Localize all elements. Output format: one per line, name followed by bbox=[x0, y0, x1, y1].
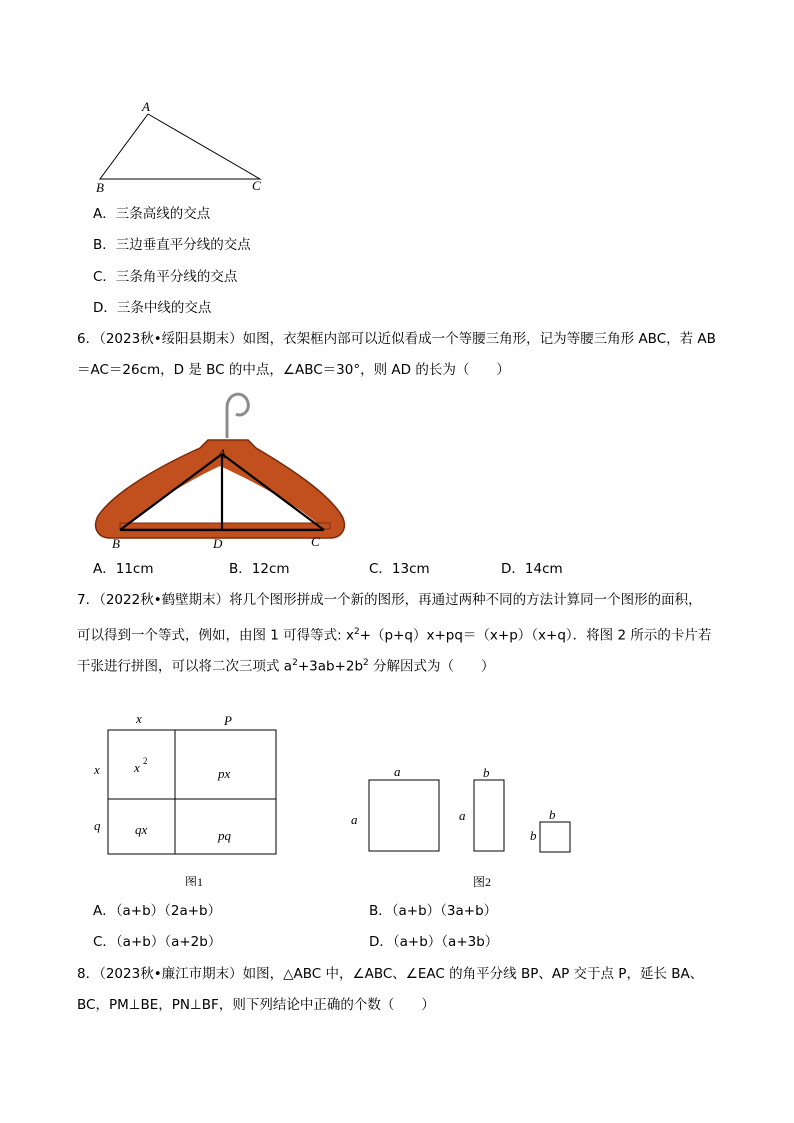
coat-hanger-figure bbox=[90, 388, 360, 553]
label-c: C bbox=[252, 178, 261, 193]
q7-stem-line2: 可以得到一个等式，例如，由图 1 可得等式: $x^2+(p+q)x+pq=(x+p)(x+q)$．将图 2 所示的卡片若 bbox=[77, 627, 712, 644]
q8-stem-line2: BC，PM⊥BE，PN⊥BF，则下列结论中正确的个数（ ） bbox=[77, 997, 435, 1013]
triangle-abc-figure bbox=[88, 96, 278, 196]
fig1-left-q: q bbox=[94, 818, 101, 833]
q5-option-a: A．三条高线的交点 bbox=[93, 206, 211, 222]
q7-stem-line1: 7．（2022秋•鹤壁期末）将几个图形拼成一个新的图形，再通过两种不同的方法计算同一个图形的面积， bbox=[77, 592, 702, 608]
q8-stem-line1: 8．（2023秋•廉江市期末）如图，△ABC 中，∠ABC、∠EAC 的角平分线 BP、AP 交于点 P，延长 BA、 bbox=[77, 966, 704, 982]
q5-option-b: B．三边垂直平分线的交点 bbox=[93, 237, 251, 253]
q6-option-d: D．14cm bbox=[501, 561, 563, 577]
fig1-top-p: P bbox=[224, 713, 232, 728]
fig2-rect-top: b bbox=[483, 765, 490, 780]
q7-option-b: B．（a+b）（3a+b） bbox=[369, 903, 498, 919]
q5-option-d: D．三条中线的交点 bbox=[93, 300, 212, 316]
q6-option-c: C．13cm bbox=[369, 561, 430, 577]
fig1-cell-x2-sup: 2 bbox=[143, 756, 148, 766]
fig2-square-b-top: b bbox=[549, 807, 556, 822]
hanger-label-d: D bbox=[213, 536, 223, 551]
q6-option-b: B．12cm bbox=[229, 561, 290, 577]
fig2-caption: 图2 bbox=[473, 875, 492, 889]
label-b: B bbox=[96, 180, 104, 195]
fig1-cell-qx: qx bbox=[135, 822, 148, 837]
q6-option-a: A．11cm bbox=[93, 561, 154, 577]
q6-stem-line1: 6．（2023秋•绥阳县期末）如图，衣架框内部可以近似看成一个等腰三角形，记为等腰三角形 ABC，若 AB bbox=[77, 331, 716, 347]
figure-2 bbox=[345, 760, 585, 890]
q5-option-c: C．三条角平分线的交点 bbox=[93, 269, 238, 285]
q7-option-a: A．（a+b）（2a+b） bbox=[93, 903, 222, 919]
fig1-left-x: x bbox=[94, 762, 100, 777]
fig1-top-x: x bbox=[136, 711, 142, 726]
hanger-label-a: A bbox=[218, 446, 226, 461]
q6-stem-line2: ＝AC＝26cm，D 是 BC 的中点，∠ABC＝30°，则 AD 的长为（ ） bbox=[77, 362, 510, 378]
fig2-rect-left: a bbox=[459, 808, 466, 823]
q7-option-d: D．（a+b）（a+3b） bbox=[369, 934, 499, 950]
fig1-cell-pq: pq bbox=[218, 828, 231, 843]
q7-option-c: C．（a+b）（a+2b） bbox=[93, 934, 222, 950]
label-a: A bbox=[142, 99, 150, 114]
q7-stem-line3: 干张进行拼图，可以将二次三项式 $a^2+3ab+2b^2$ 分解因式为（ ） bbox=[77, 658, 495, 675]
fig1-caption: 图1 bbox=[185, 875, 204, 886]
fig2-square-a-left: a bbox=[351, 812, 358, 827]
fig1-cell-px: px bbox=[218, 766, 231, 781]
figure-1 bbox=[88, 706, 288, 886]
fig2-square-b-left: b bbox=[530, 828, 537, 843]
fig2-square-a-top: a bbox=[394, 764, 401, 779]
hanger-label-c: C bbox=[311, 534, 320, 549]
fig1-cell-x2: x bbox=[134, 760, 140, 775]
hanger-label-b: B bbox=[112, 536, 120, 551]
